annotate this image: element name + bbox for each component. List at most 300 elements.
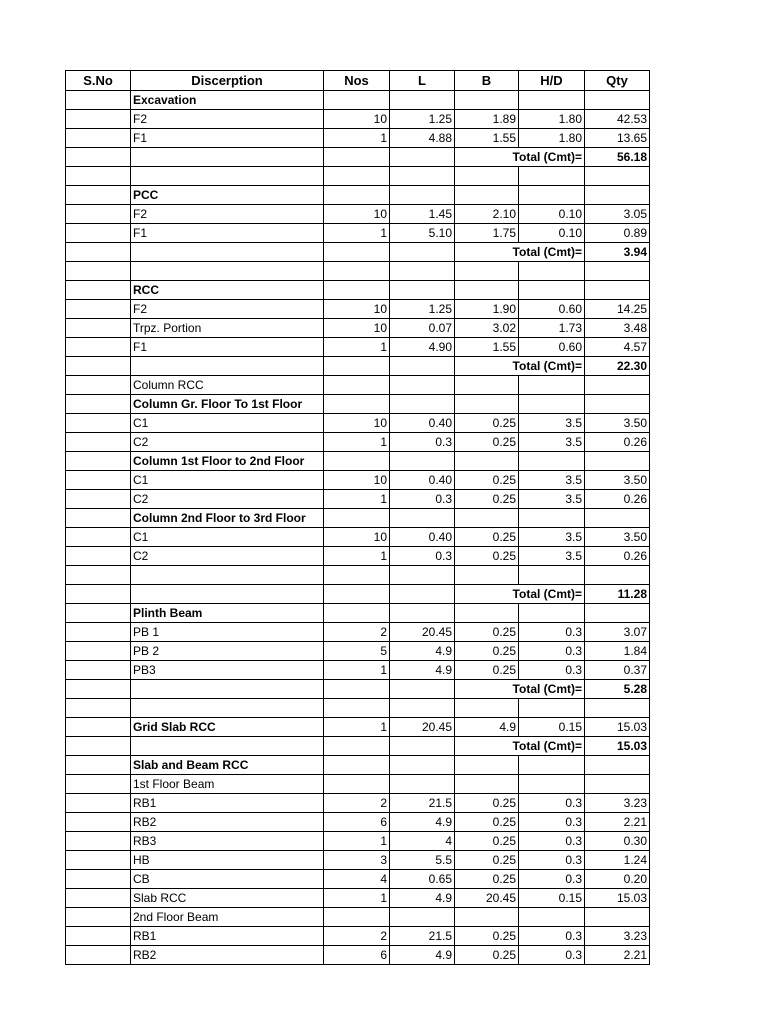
sno-cell <box>66 91 131 110</box>
hd-cell: 0.3 <box>519 870 585 889</box>
qty-cell <box>585 604 650 623</box>
sno-cell <box>66 737 131 756</box>
header-row <box>66 71 650 91</box>
b-cell: 1.55 <box>455 129 519 148</box>
qty-cell: 3.50 <box>585 471 650 490</box>
nos-cell: 10 <box>324 471 390 490</box>
b-cell: 0.25 <box>455 490 519 509</box>
hd-cell: 3.5 <box>519 414 585 433</box>
nos-cell: 10 <box>324 319 390 338</box>
b-cell: 0.25 <box>455 927 519 946</box>
table-row <box>66 243 650 262</box>
nos-cell: 1 <box>324 433 390 452</box>
description-cell <box>131 148 324 167</box>
table-row <box>66 870 650 889</box>
table-row <box>66 205 650 224</box>
hd-cell: 0.3 <box>519 661 585 680</box>
nos-cell: 1 <box>324 547 390 566</box>
table-row <box>66 91 650 110</box>
qty-cell <box>585 186 650 205</box>
hd-cell <box>519 566 585 585</box>
nos-cell <box>324 699 390 718</box>
qty-cell <box>585 509 650 528</box>
description-cell <box>131 680 324 699</box>
table-row <box>66 376 650 395</box>
description-cell: C1 <box>131 528 324 547</box>
l-cell <box>390 262 455 281</box>
table-row <box>66 604 650 623</box>
l-cell <box>390 243 455 262</box>
b-cell: 1.89 <box>455 110 519 129</box>
hd-cell: 1.73 <box>519 319 585 338</box>
b-cell: 0.25 <box>455 547 519 566</box>
l-cell: 21.5 <box>390 794 455 813</box>
b-cell <box>455 452 519 471</box>
table-row <box>66 756 650 775</box>
sno-cell <box>66 528 131 547</box>
l-cell <box>390 585 455 604</box>
description-cell: CB <box>131 870 324 889</box>
hd-cell <box>519 699 585 718</box>
description-cell: RB3 <box>131 832 324 851</box>
hd-cell <box>519 167 585 186</box>
sno-cell <box>66 262 131 281</box>
qty-cell: 3.05 <box>585 205 650 224</box>
hd-cell: 0.3 <box>519 813 585 832</box>
b-cell <box>455 908 519 927</box>
qty-cell: 2.21 <box>585 813 650 832</box>
description-cell <box>131 167 324 186</box>
qty-cell <box>585 167 650 186</box>
qty-cell: 0.26 <box>585 490 650 509</box>
qty-cell: 0.20 <box>585 870 650 889</box>
qty-cell: 15.03 <box>585 889 650 908</box>
l-cell: 0.40 <box>390 471 455 490</box>
table-row <box>66 680 650 699</box>
hd-cell: 0.3 <box>519 927 585 946</box>
qty-cell: 0.89 <box>585 224 650 243</box>
b-cell: 4.9 <box>455 718 519 737</box>
sno-cell <box>66 281 131 300</box>
table-row <box>66 129 650 148</box>
total-qty: 5.28 <box>585 680 650 699</box>
table-row <box>66 775 650 794</box>
table-row <box>66 946 650 965</box>
section-heading: Column 2nd Floor to 3rd Floor <box>131 509 324 528</box>
qty-cell <box>585 281 650 300</box>
table-row <box>66 908 650 927</box>
b-cell <box>455 775 519 794</box>
table-row <box>66 851 650 870</box>
nos-cell <box>324 737 390 756</box>
hd-cell: 0.10 <box>519 205 585 224</box>
hd-cell <box>519 908 585 927</box>
table-row <box>66 357 650 376</box>
b-cell: 0.25 <box>455 870 519 889</box>
hd-cell <box>519 604 585 623</box>
l-cell <box>390 604 455 623</box>
sno-cell <box>66 509 131 528</box>
sno-cell <box>66 433 131 452</box>
sno-cell <box>66 851 131 870</box>
l-cell <box>390 756 455 775</box>
section-heading: PCC <box>131 186 324 205</box>
header-description: Discerption <box>131 71 324 91</box>
nos-cell <box>324 395 390 414</box>
l-cell <box>390 167 455 186</box>
qty-cell: 3.48 <box>585 319 650 338</box>
sno-cell <box>66 889 131 908</box>
qty-cell: 42.53 <box>585 110 650 129</box>
sno-cell <box>66 376 131 395</box>
table-row <box>66 699 650 718</box>
b-cell: 1.55 <box>455 338 519 357</box>
b-cell: 0.25 <box>455 433 519 452</box>
table-row <box>66 813 650 832</box>
header-qty: Qty <box>585 71 650 91</box>
sno-cell <box>66 338 131 357</box>
l-cell: 0.3 <box>390 490 455 509</box>
b-cell: 2.10 <box>455 205 519 224</box>
total-qty: 15.03 <box>585 737 650 756</box>
sno-cell <box>66 870 131 889</box>
b-cell: 0.25 <box>455 661 519 680</box>
qty-cell: 3.23 <box>585 794 650 813</box>
l-cell <box>390 699 455 718</box>
table-row <box>66 566 650 585</box>
hd-cell: 0.15 <box>519 718 585 737</box>
section-heading: Excavation <box>131 91 324 110</box>
l-cell: 4.9 <box>390 661 455 680</box>
b-cell <box>455 604 519 623</box>
hd-cell <box>519 91 585 110</box>
sno-cell <box>66 927 131 946</box>
estimate-table <box>65 70 650 965</box>
description-cell: F1 <box>131 129 324 148</box>
l-cell: 4 <box>390 832 455 851</box>
b-cell: 0.25 <box>455 794 519 813</box>
hd-cell: 0.3 <box>519 642 585 661</box>
table-row <box>66 623 650 642</box>
section-heading: Column RCC <box>131 376 324 395</box>
description-cell: RB1 <box>131 794 324 813</box>
section-heading: 2nd Floor Beam <box>131 908 324 927</box>
section-heading: 1st Floor Beam <box>131 775 324 794</box>
total-label: Total (Cmt)= <box>455 737 585 756</box>
b-cell <box>455 699 519 718</box>
nos-cell <box>324 680 390 699</box>
hd-cell <box>519 452 585 471</box>
description-cell: F2 <box>131 110 324 129</box>
l-cell <box>390 91 455 110</box>
hd-cell: 3.5 <box>519 528 585 547</box>
qty-cell: 1.24 <box>585 851 650 870</box>
table-row <box>66 528 650 547</box>
table-row <box>66 490 650 509</box>
total-qty: 56.18 <box>585 148 650 167</box>
total-label: Total (Cmt)= <box>455 585 585 604</box>
table-row <box>66 281 650 300</box>
table-row <box>66 167 650 186</box>
nos-cell <box>324 186 390 205</box>
qty-cell: 14.25 <box>585 300 650 319</box>
nos-cell: 10 <box>324 528 390 547</box>
table-row <box>66 585 650 604</box>
b-cell: 0.25 <box>455 851 519 870</box>
nos-cell: 1 <box>324 889 390 908</box>
l-cell <box>390 908 455 927</box>
sno-cell <box>66 319 131 338</box>
description-cell: F1 <box>131 224 324 243</box>
description-cell: HB <box>131 851 324 870</box>
nos-cell: 2 <box>324 794 390 813</box>
b-cell <box>455 395 519 414</box>
l-cell <box>390 357 455 376</box>
table-row <box>66 433 650 452</box>
nos-cell <box>324 357 390 376</box>
qty-cell <box>585 775 650 794</box>
b-cell: 0.25 <box>455 414 519 433</box>
nos-cell <box>324 148 390 167</box>
qty-cell: 13.65 <box>585 129 650 148</box>
header-b: B <box>455 71 519 91</box>
nos-cell: 5 <box>324 642 390 661</box>
l-cell <box>390 148 455 167</box>
qty-cell <box>585 452 650 471</box>
table-row <box>66 300 650 319</box>
sno-cell <box>66 623 131 642</box>
nos-cell: 6 <box>324 946 390 965</box>
description-cell: F2 <box>131 205 324 224</box>
nos-cell <box>324 566 390 585</box>
qty-cell <box>585 756 650 775</box>
l-cell: 0.40 <box>390 414 455 433</box>
header-nos: Nos <box>324 71 390 91</box>
sno-cell <box>66 395 131 414</box>
b-cell <box>455 281 519 300</box>
qty-cell <box>585 908 650 927</box>
sno-cell <box>66 794 131 813</box>
l-cell <box>390 680 455 699</box>
qty-cell: 3.50 <box>585 528 650 547</box>
sno-cell <box>66 243 131 262</box>
l-cell: 5.10 <box>390 224 455 243</box>
hd-cell: 0.3 <box>519 623 585 642</box>
description-cell <box>131 699 324 718</box>
sno-cell <box>66 129 131 148</box>
sno-cell <box>66 357 131 376</box>
l-cell <box>390 737 455 756</box>
qty-cell: 0.37 <box>585 661 650 680</box>
qty-cell: 15.03 <box>585 718 650 737</box>
nos-cell <box>324 585 390 604</box>
b-cell <box>455 186 519 205</box>
section-heading: Plinth Beam <box>131 604 324 623</box>
hd-cell: 0.15 <box>519 889 585 908</box>
hd-cell: 1.80 <box>519 110 585 129</box>
nos-cell <box>324 756 390 775</box>
b-cell <box>455 756 519 775</box>
table-row <box>66 395 650 414</box>
hd-cell: 1.80 <box>519 129 585 148</box>
sno-cell <box>66 813 131 832</box>
sno-cell <box>66 718 131 737</box>
table-row <box>66 927 650 946</box>
hd-cell: 0.60 <box>519 300 585 319</box>
qty-cell <box>585 699 650 718</box>
b-cell <box>455 167 519 186</box>
qty-cell: 3.23 <box>585 927 650 946</box>
b-cell: 3.02 <box>455 319 519 338</box>
nos-cell: 10 <box>324 205 390 224</box>
sno-cell <box>66 490 131 509</box>
qty-cell: 3.07 <box>585 623 650 642</box>
l-cell: 4.88 <box>390 129 455 148</box>
hd-cell: 3.5 <box>519 471 585 490</box>
table-row <box>66 262 650 281</box>
description-cell <box>131 566 324 585</box>
description-cell: RB2 <box>131 946 324 965</box>
sno-cell <box>66 471 131 490</box>
table-row <box>66 737 650 756</box>
description-cell: PB3 <box>131 661 324 680</box>
nos-cell <box>324 262 390 281</box>
l-cell: 0.3 <box>390 547 455 566</box>
description-cell: PB 2 <box>131 642 324 661</box>
sno-cell <box>66 642 131 661</box>
nos-cell: 1 <box>324 832 390 851</box>
b-cell <box>455 262 519 281</box>
hd-cell: 3.5 <box>519 490 585 509</box>
l-cell: 1.25 <box>390 110 455 129</box>
total-qty: 3.94 <box>585 243 650 262</box>
b-cell <box>455 91 519 110</box>
l-cell: 1.25 <box>390 300 455 319</box>
l-cell: 1.45 <box>390 205 455 224</box>
nos-cell <box>324 908 390 927</box>
b-cell: 0.25 <box>455 528 519 547</box>
qty-cell: 4.57 <box>585 338 650 357</box>
l-cell: 20.45 <box>390 718 455 737</box>
description-cell <box>131 262 324 281</box>
table-row <box>66 889 650 908</box>
qty-cell: 0.30 <box>585 832 650 851</box>
nos-cell: 2 <box>324 623 390 642</box>
b-cell <box>455 376 519 395</box>
nos-cell <box>324 452 390 471</box>
total-label: Total (Cmt)= <box>455 680 585 699</box>
description-cell: C2 <box>131 490 324 509</box>
l-cell <box>390 281 455 300</box>
b-cell <box>455 509 519 528</box>
description-cell <box>131 243 324 262</box>
nos-cell <box>324 167 390 186</box>
table-row <box>66 642 650 661</box>
qty-cell <box>585 376 650 395</box>
sno-cell <box>66 680 131 699</box>
l-cell: 4.9 <box>390 946 455 965</box>
sno-cell <box>66 205 131 224</box>
l-cell: 0.65 <box>390 870 455 889</box>
table-row <box>66 110 650 129</box>
header-sno: S.No <box>66 71 131 91</box>
sno-cell <box>66 186 131 205</box>
hd-cell: 0.3 <box>519 832 585 851</box>
sno-cell <box>66 604 131 623</box>
b-cell: 0.25 <box>455 623 519 642</box>
description-cell <box>131 585 324 604</box>
sno-cell <box>66 224 131 243</box>
nos-cell <box>324 281 390 300</box>
qty-cell <box>585 262 650 281</box>
b-cell: 1.90 <box>455 300 519 319</box>
nos-cell: 1 <box>324 490 390 509</box>
l-cell <box>390 186 455 205</box>
description-cell: PB 1 <box>131 623 324 642</box>
qty-cell: 0.26 <box>585 433 650 452</box>
nos-cell: 10 <box>324 110 390 129</box>
l-cell <box>390 376 455 395</box>
hd-cell <box>519 281 585 300</box>
b-cell: 0.25 <box>455 946 519 965</box>
table-row <box>66 718 650 737</box>
hd-cell: 0.3 <box>519 851 585 870</box>
hd-cell <box>519 262 585 281</box>
nos-cell: 1 <box>324 718 390 737</box>
qty-cell: 3.50 <box>585 414 650 433</box>
nos-cell <box>324 243 390 262</box>
table-row <box>66 338 650 357</box>
b-cell: 1.75 <box>455 224 519 243</box>
l-cell <box>390 566 455 585</box>
description-cell: C1 <box>131 471 324 490</box>
sno-cell <box>66 775 131 794</box>
sno-cell <box>66 300 131 319</box>
l-cell: 0.07 <box>390 319 455 338</box>
total-qty: 11.28 <box>585 585 650 604</box>
sno-cell <box>66 946 131 965</box>
nos-cell: 4 <box>324 870 390 889</box>
sno-cell <box>66 566 131 585</box>
nos-cell: 10 <box>324 414 390 433</box>
description-cell: C2 <box>131 547 324 566</box>
section-heading: RCC <box>131 281 324 300</box>
l-cell: 4.9 <box>390 889 455 908</box>
qty-cell <box>585 566 650 585</box>
table-row <box>66 414 650 433</box>
total-label: Total (Cmt)= <box>455 357 585 376</box>
total-qty: 22.30 <box>585 357 650 376</box>
b-cell: 0.25 <box>455 471 519 490</box>
b-cell: 0.25 <box>455 813 519 832</box>
sno-cell <box>66 585 131 604</box>
hd-cell <box>519 376 585 395</box>
l-cell: 5.5 <box>390 851 455 870</box>
hd-cell: 3.5 <box>519 433 585 452</box>
description-cell <box>131 737 324 756</box>
section-heading: Slab and Beam RCC <box>131 756 324 775</box>
table-row <box>66 471 650 490</box>
b-cell: 0.25 <box>455 642 519 661</box>
l-cell <box>390 395 455 414</box>
nos-cell <box>324 509 390 528</box>
hd-cell <box>519 775 585 794</box>
table-row <box>66 547 650 566</box>
description-cell: Grid Slab RCC <box>131 718 324 737</box>
l-cell <box>390 452 455 471</box>
description-cell: C2 <box>131 433 324 452</box>
total-label: Total (Cmt)= <box>455 148 585 167</box>
